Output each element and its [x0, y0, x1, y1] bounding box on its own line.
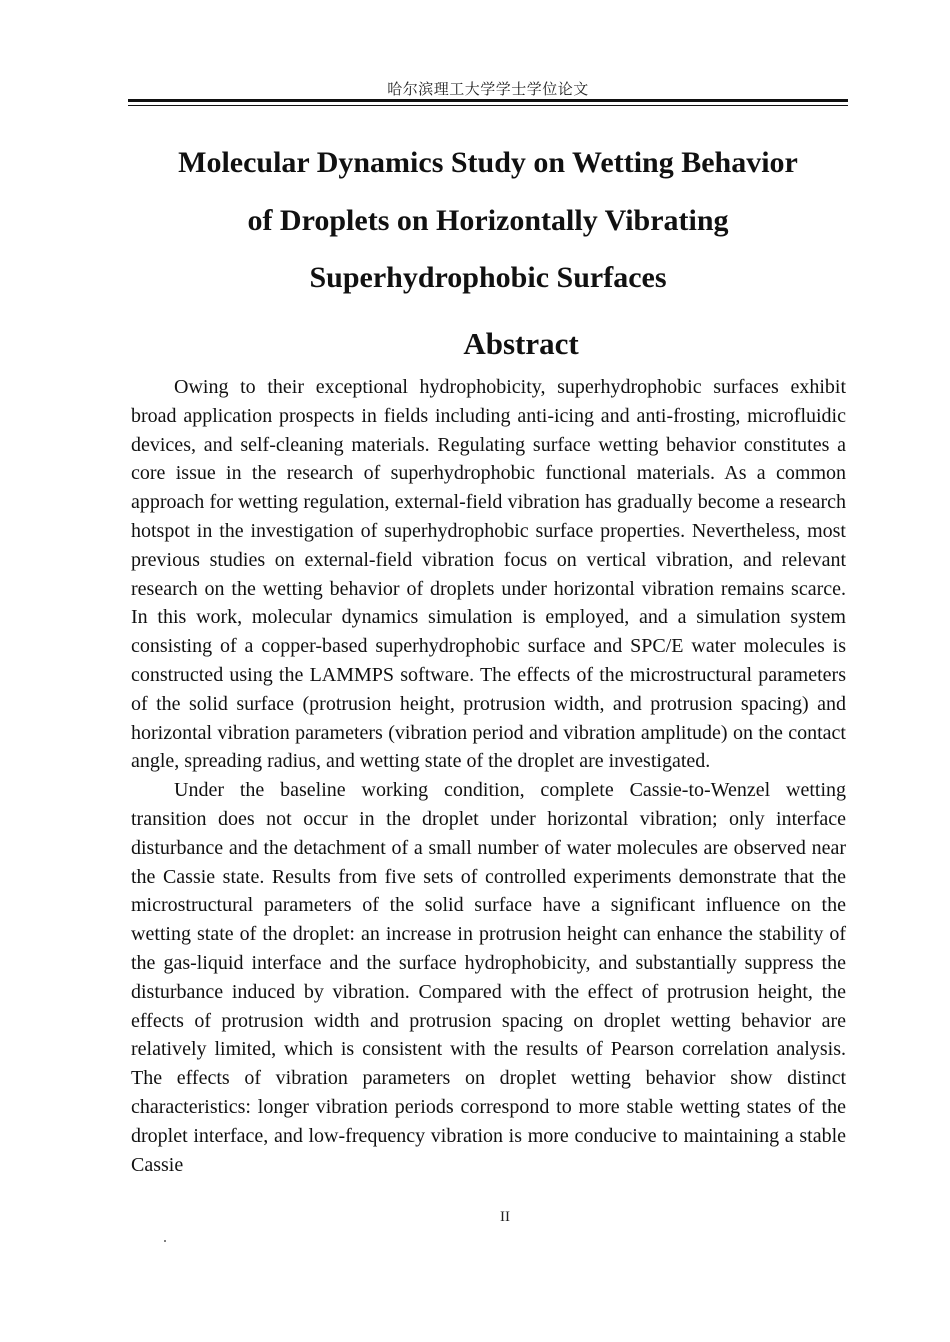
thesis-title-line-3: Superhydrophobic Surfaces: [309, 261, 667, 294]
abstract-paragraph-2: Under the baseline working condition, complete Cassie-to-Wenzel wetting transition does not occur in the droplet under horizontal vibration; only interface disturbance and the detachment of a small number of water molecules are observed near the Cassie state. Results from five sets of controlled experiments demonstrate that the microstructural parameters of the solid surface have a significant influence on the wetting state of the droplet: an increase in protrusion height can enhance the stability of the gas-liquid interface and the surface hydrophobicity, and substantially suppress the disturbance induced by vibration. Compared with the effect of protrusion height, the effects of protrusion width and protrusion spacing on droplet wetting behavior are relatively limited, which is consistent with the results of Pearson correlation analysis. The effects of vibration parameters on droplet wetting behavior show distinct characteristics: longer vibration periods correspond to more stable wetting states of the droplet interface, and low-frequency vibration is more conducive to maintaining a stable Cassie: [131, 779, 846, 1176]
thesis-title-line-1: Molecular Dynamics Study on Wetting Behavior: [178, 146, 798, 179]
stray-dot: [164, 1240, 166, 1242]
header-rule-thin: [128, 105, 848, 106]
abstract-body: [131, 373, 846, 1179]
abstract-heading: Abstract: [463, 326, 579, 361]
thesis-title: [128, 134, 848, 307]
running-header-title: 哈尔滨理工大学学士学位论文: [387, 82, 589, 98]
page-number: II: [500, 1209, 510, 1225]
header-rule-thick: [128, 99, 848, 102]
thesis-title-line-2: of Droplets on Horizontally Vibrating: [247, 203, 729, 237]
abstract-paragraph-1: Owing to their exceptional hydrophobicity, superhydrophobic surfaces exhibit broad application prospects in fields including anti-icing and anti-frosting, microfluidic devices, and self-cleaning materials. Regulating surface wetting behavior constitutes a core issue in the research of superhydrophobic functional materials. As a common approach for wetting regulation, external-field vibration has gradually become a research hotspot in the investigation of superhydrophobic surface properties. Nevertheless, most previous studies on external-field vibration focus on vertical vibration, and relevant research on the wetting behavior of droplets under horizontal vibration remains scarce. In this work, molecular dynamics simulation is employed, and a simulation system consisting of a copper-based superhydrophobic surface and SPC/E water molecules is constructed using the LAMMPS software. The effects of the microstructural parameters of the solid surface (protrusion height, protrusion width, and protrusion spacing) and horizontal vibration parameters (vibration period and vibration amplitude) on the contact angle, spreading radius, and wetting state of the droplet are investigated.: [131, 376, 846, 773]
